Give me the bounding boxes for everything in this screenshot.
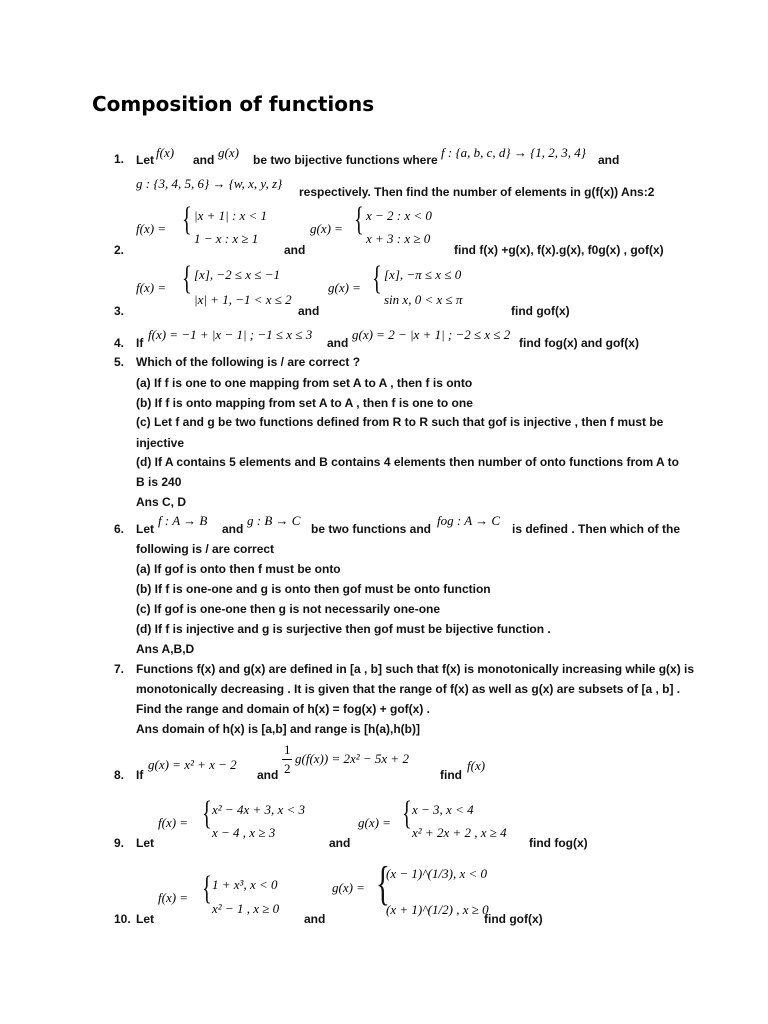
text-line: Ans domain of h(x) is [a,b] and range is [h(a),h(b)]: [136, 722, 420, 736]
math-expression: fog : A → C: [437, 513, 501, 528]
math-expression: f(x) =: [158, 890, 189, 905]
math-expression: f(x): [156, 145, 175, 160]
text: If: [136, 768, 144, 782]
math-expression: g(x) = x² + x − 2: [148, 757, 237, 772]
text-line: (a) If gof is onto then f must be onto: [136, 562, 341, 576]
text-line: injective: [136, 436, 185, 450]
math-expression: (x − 1)^(1/3), x < 0: [386, 866, 487, 881]
math-expression: f(x) = −1 + |x − 1| ; −1 ≤ x ≤ 3: [148, 327, 313, 342]
text-line: Which of the following is / are correct ?: [136, 355, 361, 369]
math-expression: x − 4 , x ≥ 3: [212, 825, 276, 840]
text: be two bijective functions where: [253, 153, 438, 167]
text-line: Find the range and domain of h(x) = fog(x) + gof(x) .: [136, 702, 430, 716]
math-expression: g(x) =: [310, 221, 343, 236]
fraction-numerator: 1: [284, 742, 291, 757]
math-expression: g(x) =: [328, 280, 361, 295]
text: find fog(x) and gof(x): [519, 336, 639, 350]
math-expression: |x| + 1, −1 < x ≤ 2: [194, 292, 292, 307]
text: respectively. Then find the number of elements in g(f(x)) Ans:2: [299, 185, 655, 199]
text: Let: [136, 836, 154, 850]
text: and: [598, 153, 620, 167]
question-number: 1.: [114, 152, 125, 166]
text: find gof(x): [484, 912, 543, 926]
math-expression: 1 − x : x ≥ 1: [194, 231, 259, 246]
math-expression: x − 2 : x < 0: [366, 208, 432, 223]
text: and: [257, 768, 279, 782]
text: find fog(x): [529, 836, 588, 850]
question-number: 4.: [114, 336, 125, 350]
math-expression: f : A → B: [158, 513, 208, 528]
fraction-denominator: 2: [284, 761, 291, 776]
math-expression: x + 3 : x ≥ 0: [366, 231, 431, 246]
math-expression: f(x) =: [136, 280, 167, 295]
text-line: (c) Let f and g be two functions defined from R to R such that gof is injective , then f must be: [136, 415, 664, 429]
question-number: 9.: [114, 836, 125, 850]
text: Let: [136, 522, 154, 536]
text: be two functions and: [311, 522, 431, 536]
text-line: Functions f(x) and g(x) are defined in [a , b] such that f(x) is monotonically increasing while g(x) is: [136, 662, 695, 676]
text: find: [440, 768, 462, 782]
math-expression: g(x) =: [332, 880, 365, 895]
math-expression: x² − 1 , x ≥ 0: [212, 901, 280, 916]
math-expression: g(f(x)) = 2x² − 5x + 2: [295, 751, 409, 766]
text-line: (c) If gof is one-one then g is not necessarily one-one: [136, 602, 441, 616]
text: is defined . Then which of the: [512, 522, 681, 536]
math-expression: g : B → C: [247, 513, 301, 528]
math-expression: x² + 2x + 2 , x ≥ 4: [412, 825, 507, 840]
question-number: 8.: [114, 768, 125, 782]
math-expression: f(x) =: [158, 815, 189, 830]
math-expression: f : {a, b, c, d} → {1, 2, 3, 4}: [441, 145, 587, 160]
text: If: [136, 336, 144, 350]
text-line: (d) If f is injective and g is surjective then gof must be bijective function .: [136, 622, 551, 636]
text-line: Ans C, D: [136, 495, 187, 509]
fraction-bar: [282, 759, 292, 760]
math-expression: x − 3, x < 4: [412, 802, 474, 817]
question-number: 6.: [114, 522, 125, 536]
question-number: 10.: [114, 912, 131, 926]
text-line: (b) If f is one-one and g is onto then gof must be onto function: [136, 582, 491, 596]
text-line: B is 240: [136, 475, 182, 489]
text: find f(x) +g(x), f(x).g(x), f0g(x) , gof(x): [454, 243, 664, 257]
question-number: 3.: [114, 304, 125, 318]
text-line: (a) If f is one to one mapping from set A to A , then f is onto: [136, 376, 473, 390]
math-expression: [x], −2 ≤ x ≤ −1: [194, 267, 280, 282]
text: and: [222, 522, 244, 536]
math-expression: g(x) = 2 − |x + 1| ; −2 ≤ x ≤ 2: [352, 327, 511, 342]
text: find gof(x): [511, 304, 570, 318]
text: Let: [136, 153, 154, 167]
math-expression: sin x, 0 < x ≤ π: [384, 292, 463, 307]
math-expression: x² − 4x + 3, x < 3: [212, 802, 306, 817]
text: and: [304, 912, 326, 926]
text: and: [193, 153, 215, 167]
text: and: [298, 304, 320, 318]
text-line: following is / are correct: [136, 542, 275, 556]
question-number: 7.: [114, 662, 125, 676]
text-line: monotonically decreasing . It is given that the range of f(x) as well as g(x) are subsets of [a , b] .: [136, 682, 681, 696]
math-expression: f(x): [467, 758, 486, 773]
text-line: Ans A,B,D: [136, 642, 195, 656]
math-expression: 1 + x³, x < 0: [212, 877, 278, 892]
text: and: [327, 336, 349, 350]
document-page: Composition of functions 1. 2. 3. 4. 5. 6. 7. 8. 9. 10. Let f(x) and g(x) be two bijective functions where f : {a, b, c, d} → {1, 2, 3, 4} and g : {3, 4, 5, 6} → {w, x, y, z} respectively. Then find the number of elements in g(f(x)) Ans:2 f(x) = { |x + 1| : x < 1 1 − x : x ≥ 1 and g(x) = { x − 2 : x < 0 x + 3 : x ≥ 0 find f(x) +g(x), f(x).g(x), f0g(x) , gof(x) f(x) = { [x], −2 ≤ x ≤ −1 |x| + 1, −1 < x ≤ 2 and g(x) = { [x], −π ≤ x ≤ 0 sin x, 0 < x ≤ π find gof(x) If f(x) = −1 + |x − 1| ; −1 ≤ x ≤ 3 and g(x) = 2 − |x + 1| ; −2 ≤ x ≤ 2 find fog(x) and gof(x) Which of the following is / are correct ? (a) If f is one to one mapping from set A to A , then f is onto (b) If f is onto mapping from set A to A , then f is one to one (c) Let f and g be two functions defined from R to R such that gof is injective , then f must be injective (d) If A contains 5 elements and B contains 4 elements then number of onto functions from A to B is 240 Ans C, D Let f : A → B and g : B → C be two functions and fog : A → C is defined . Then which of the following is / are correct (a) If gof is onto then f must be onto (b) If f is one-one and g is onto then gof must be onto function (c) If gof is one-one then g is not necessarily one-one (d) If f is injective and g is surjective then gof must be bijective function . Ans A,B,D Functions f(x) and g(x) are defined in [a , b] such that f(x) is monotonically increasing while g(x) is monotonically decreasing . It is given that the range of f(x) as well as g(x) are subsets of [a , b] . Find the range and domain of h(x) = fog(x) + gof(x) . Ans domain of h(x) is [a,b] and range is [h(a),h(b)] If g(x) = x² + x − 2 and 1 2 g(f(x)) = 2x² − 5x + 2 find f(x) Let f(x) = { x² − 4x + 3, x < 3 x − 4 , x ≥ 3 and g(x) = { x − 3, x < 4 x² + 2x + 2 , x ≥ 4 find fog(x) Let f(x) = { 1 + x³, x < 0 x² − 1 , x ≥ 0 and g(x) = { (x − 1)^(1/3), x < 0 (x + 1)^(1/2) , x ≥ 0 find gof(x): [92, 92, 695, 926]
math-expression: (x + 1)^(1/2) , x ≥ 0: [386, 902, 489, 917]
math-expression: g : {3, 4, 5, 6} → {w, x, y, z}: [136, 176, 283, 191]
math-expression: g(x): [218, 145, 239, 160]
page-title: Composition of functions: [92, 92, 375, 116]
text: Let: [136, 912, 154, 926]
question-number: 5.: [114, 355, 125, 369]
question-number: 2.: [114, 243, 125, 257]
text: and: [284, 243, 306, 257]
math-expression: [x], −π ≤ x ≤ 0: [384, 267, 462, 282]
math-expression: |x + 1| : x < 1: [194, 208, 268, 223]
text-line: (b) If f is onto mapping from set A to A , then f is one to one: [136, 396, 473, 410]
math-expression: f(x) =: [136, 221, 167, 236]
math-expression: g(x) =: [358, 815, 391, 830]
text-line: (d) If A contains 5 elements and B contains 4 elements then number of onto functions from A to: [136, 455, 679, 469]
text: and: [329, 836, 351, 850]
